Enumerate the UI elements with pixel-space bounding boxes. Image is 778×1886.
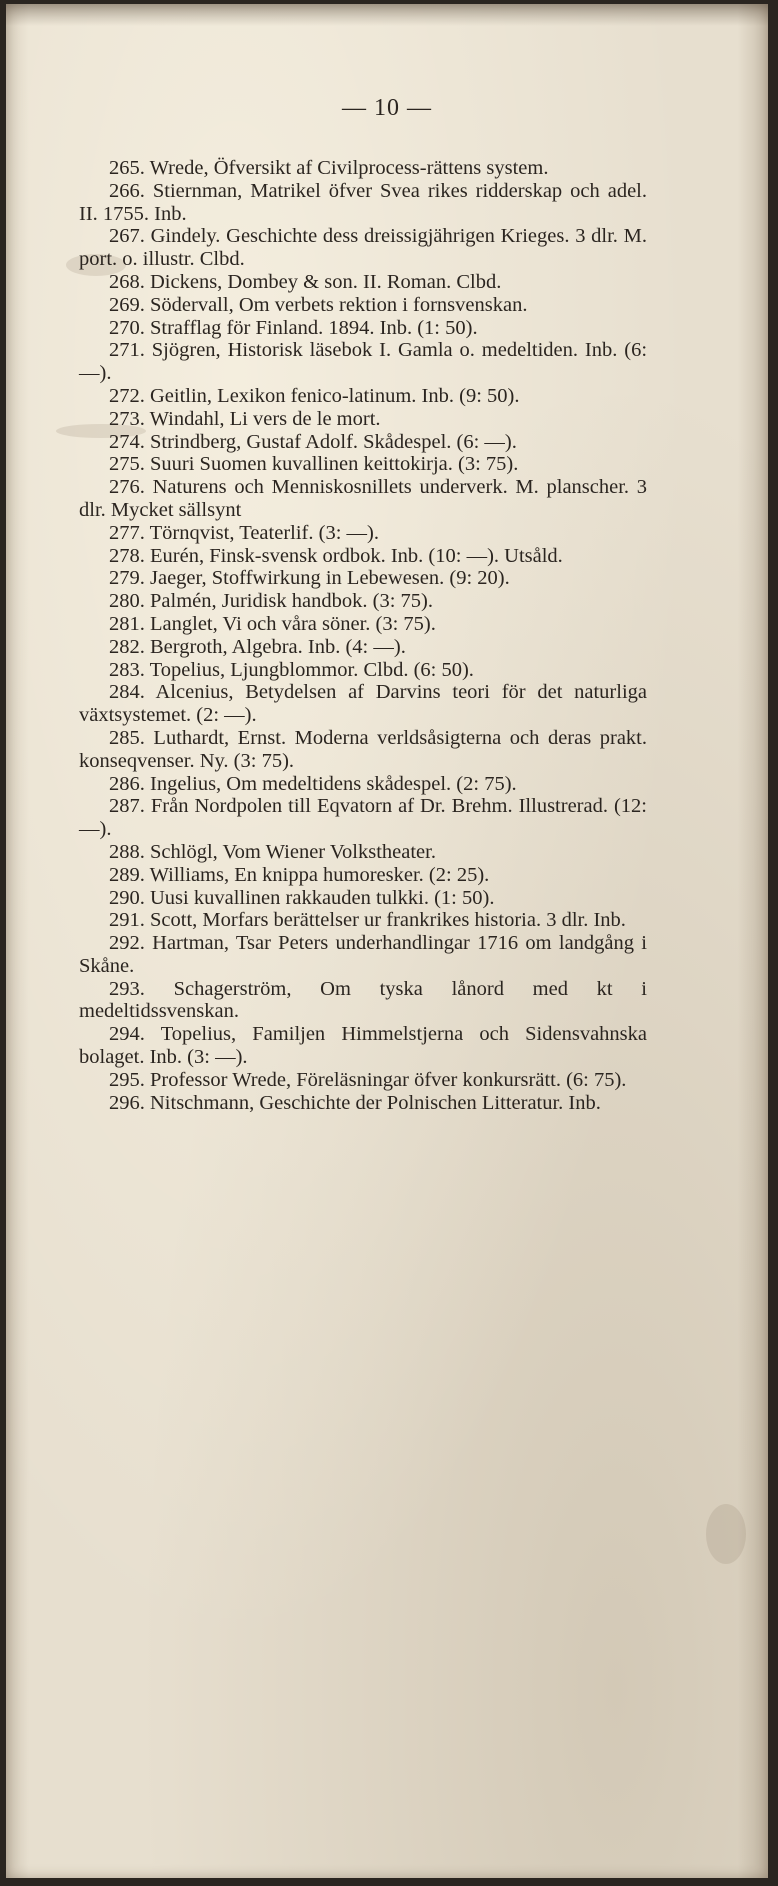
entry-text: Luthardt, Ernst. Moderna verldsåsigterna och deras prakt. konseqvenser. Ny. (3: 75). — [79, 726, 647, 772]
entry-number: 284. — [109, 681, 145, 704]
catalog-entry — [79, 727, 647, 773]
catalog-entry — [79, 887, 647, 910]
catalog-entry — [79, 909, 647, 932]
entry-text: Schlögl, Vom Wiener Volkstheater. — [150, 840, 436, 863]
entry-text: Sjögren, Historisk läsebok I. Gamla o. medeltiden. Inb. (6: —). — [79, 339, 648, 385]
entry-number: 290. — [109, 886, 145, 909]
entry-text: Södervall, Om verbets rektion i fornsvenskan. — [150, 293, 528, 316]
catalog-entry — [79, 431, 647, 454]
catalog-entry — [79, 339, 647, 385]
entry-text: Scott, Morfars berättelser ur frankrikes historia. 3 dlr. Inb. — [150, 909, 626, 932]
entry-number: 296. — [109, 1091, 145, 1114]
entry-number: 291. — [109, 909, 145, 932]
entry-number: 281. — [109, 612, 145, 635]
entry-text: Från Nordpolen till Eqvatorn af Dr. Brehm. Illustrerad. (12: —). — [79, 795, 647, 841]
catalog-entry — [79, 932, 647, 978]
entry-number: 289. — [109, 863, 145, 886]
catalog-entry — [79, 795, 647, 841]
entry-text: Dickens, Dombey & son. II. Roman. Clbd. — [150, 270, 502, 293]
catalog-entry — [79, 385, 647, 408]
catalog-entry — [79, 613, 647, 636]
entry-number: 271. — [109, 339, 145, 362]
entry-number: 266. — [109, 179, 145, 202]
entry-text: Törnqvist, Teaterlif. (3: —). — [149, 521, 379, 544]
entry-text: Gindely. Geschichte dess dreissigjährigen Krieges. 3 dlr. M. port. o. illustr. Clbd. — [79, 225, 647, 271]
entry-number: 270. — [109, 316, 145, 339]
entry-text: Windahl, Li vers de le mort. — [149, 407, 381, 430]
entry-number: 277. — [109, 521, 145, 544]
catalog-entry — [79, 225, 647, 271]
entry-number: 265. — [109, 157, 145, 179]
page-number: — 10 — — [342, 95, 432, 121]
entry-text: Nitschmann, Geschichte der Polnischen Litteratur. Inb. — [150, 1091, 601, 1114]
entry-number: 267. — [109, 225, 145, 248]
entry-text: Palmén, Juridisk handbok. (3: 75). — [150, 590, 433, 613]
catalog-entry — [79, 1069, 647, 1092]
entry-number: 295. — [109, 1068, 145, 1091]
catalog-entry — [79, 1092, 647, 1115]
entry-number: 276. — [109, 476, 145, 499]
entry-text: Suuri Suomen kuvallinen keittokirja. (3: 75). — [150, 453, 519, 476]
entry-text: Williams, En knippa humoresker. (2: 25). — [149, 863, 490, 886]
entry-number: 293. — [109, 977, 145, 1000]
catalog-entry — [79, 294, 647, 317]
catalog-entry — [79, 773, 647, 796]
entry-number: 282. — [109, 635, 145, 658]
catalog-entry — [79, 476, 647, 522]
entry-text: Topelius, Ljungblommor. Clbd. (6: 50). — [149, 658, 474, 681]
catalog-entry — [79, 545, 647, 568]
catalog-entry — [79, 636, 647, 659]
entry-text: Ingelius, Om medeltidens skådespel. (2: 75). — [150, 772, 517, 795]
entry-number: 288. — [109, 840, 145, 863]
paper-stain — [706, 1504, 746, 1564]
catalog-entry — [79, 522, 647, 545]
entry-text: Uusi kuvallinen rakkauden tulkki. (1: 50). — [150, 886, 495, 909]
entry-text: Wrede, Öfversikt af Civilprocess-rättens system. — [149, 157, 549, 179]
entry-number: 273. — [109, 407, 145, 430]
entry-number: 280. — [109, 590, 145, 613]
catalog-entry — [79, 681, 647, 727]
entry-number: 269. — [109, 293, 145, 316]
catalog-entry — [79, 567, 647, 590]
entry-number: 268. — [109, 270, 145, 293]
catalog-entry — [79, 271, 647, 294]
catalog-entry — [79, 408, 647, 431]
entry-number: 279. — [109, 567, 145, 590]
catalog-entry — [79, 157, 647, 180]
entry-text: Alcenius, Betydelsen af Darvins teori för det naturliga växtsystemet. (2: —). — [79, 681, 647, 727]
entry-number: 272. — [109, 384, 145, 407]
catalog-entry — [79, 180, 647, 226]
entry-text: Schagerström, Om tyska lånord med kt i medeltidssvenskan. — [79, 977, 647, 1023]
catalog-entry — [79, 841, 647, 864]
catalog-page — [6, 4, 768, 1878]
entry-text: Naturens och Menniskosnillets underverk. M. planscher. 3 dlr. Mycket sällsynt — [79, 476, 648, 521]
entry-text: Professor Wrede, Föreläsningar öfver konkursrätt. (6: 75). — [150, 1068, 627, 1091]
catalog-entry — [79, 1023, 647, 1069]
entry-text: Stiernman, Matrikel öfver Svea rikes ridderskap och adel. II. 1755. Inb. — [79, 179, 647, 225]
catalog-entry — [79, 659, 647, 682]
catalog-entry — [79, 864, 647, 887]
entry-text: Hartman, Tsar Peters underhandlingar 1716 om landgång i Skåne. — [79, 932, 647, 977]
entry-number: 285. — [109, 726, 145, 749]
entry-number: 286. — [109, 772, 145, 795]
entry-number: 292. — [109, 932, 145, 955]
catalog-entry — [79, 590, 647, 613]
catalog-entry — [79, 978, 647, 1024]
catalog-entry-list — [79, 157, 647, 1114]
entry-number: 294. — [109, 1023, 145, 1046]
entry-text: Jaeger, Stoffwirkung in Lebewesen. (9: 20). — [150, 567, 510, 590]
entry-text: Langlet, Vi och våra söner. (3: 75). — [150, 612, 436, 635]
entry-text: Bergroth, Algebra. Inb. (4: —). — [150, 635, 406, 658]
entry-text: Strindberg, Gustaf Adolf. Skådespel. (6: —). — [150, 430, 517, 453]
entry-number: 287. — [109, 795, 145, 818]
catalog-entry — [79, 317, 647, 340]
entry-number: 283. — [109, 658, 145, 681]
entry-text: Geitlin, Lexikon fenico-latinum. Inb. (9: 50). — [150, 384, 520, 407]
entry-text: Topelius, Familjen Himmelstjerna och Sidensvahnska bolaget. Inb. (3: —). — [79, 1023, 647, 1069]
catalog-entry — [79, 453, 647, 476]
entry-number: 278. — [109, 544, 145, 567]
entry-text: Strafflag för Finland. 1894. Inb. (1: 50). — [150, 316, 478, 339]
entry-number: 274. — [109, 430, 145, 453]
entry-text: Eurén, Finsk-svensk ordbok. Inb. (10: —). Utsåld. — [150, 544, 563, 567]
page-edge-shadow — [6, 4, 768, 26]
entry-number: 275. — [109, 453, 145, 476]
